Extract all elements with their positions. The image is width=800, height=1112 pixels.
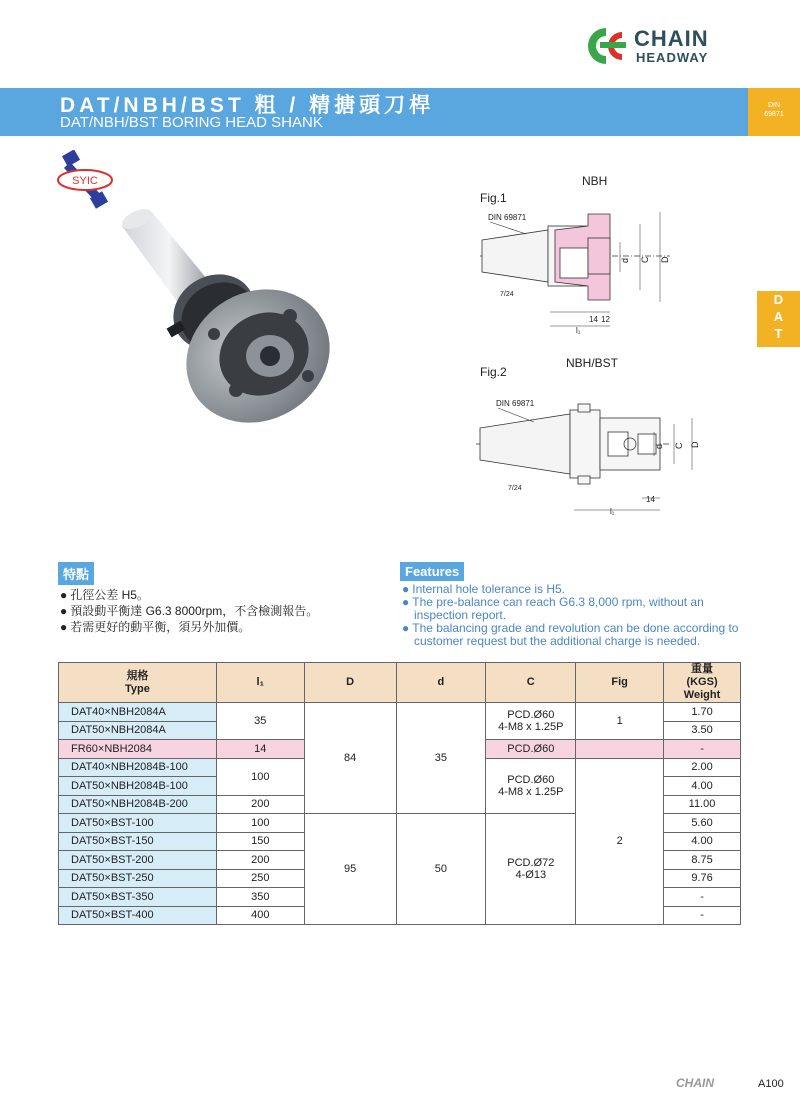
- table-cell: 95: [304, 814, 396, 925]
- table-cell: 350: [216, 888, 304, 907]
- features-en-item: ● The balancing grade and revolution can be done according to customer request but the additional charge is needed.: [402, 622, 742, 648]
- table-cell: 150: [216, 832, 304, 851]
- header-fig: Fig: [576, 663, 664, 703]
- table-cell: 35: [216, 703, 304, 740]
- fig1-standard: DIN 69871: [488, 213, 527, 222]
- features-zh-list: [60, 587, 318, 635]
- fig1-drawing: [470, 200, 680, 340]
- table-header-row: [59, 663, 741, 703]
- fig1-dim-d: d: [620, 257, 630, 263]
- table-cell: 400: [216, 906, 304, 925]
- header-l1: l₁: [216, 663, 304, 703]
- table-cell: DAT50×BST-150: [59, 832, 217, 851]
- table-cell: 1.70: [664, 703, 741, 722]
- table-cell: 9.76: [664, 869, 741, 888]
- table-cell: DAT50×BST-250: [59, 869, 217, 888]
- page-subtitle: DAT/NBH/BST BORING HEAD SHANK: [60, 114, 323, 131]
- table-cell: 1: [576, 703, 664, 740]
- fig2-dim-c: C: [674, 442, 684, 449]
- table-cell: PCD.Ø72 4-Ø13: [486, 814, 576, 925]
- header-d: d: [396, 663, 486, 703]
- footer-brand: CHAIN: [676, 1076, 714, 1090]
- fig1-dim-w2: 12: [601, 315, 610, 324]
- fig2-title: NBH/BST: [566, 356, 619, 370]
- table-cell: DAT40×NBH2084B-100: [59, 758, 217, 777]
- table-cell: 50: [396, 814, 486, 925]
- table-cell: 250: [216, 869, 304, 888]
- fig2-standard: DIN 69871: [496, 399, 535, 408]
- standard-badge-text: DIN 69871: [764, 102, 784, 118]
- features-zh-item: ● 若需更好的動平衡，須另外加價。: [60, 619, 318, 635]
- fig1-dim-c: C: [640, 256, 650, 263]
- features-en-heading: Features: [400, 562, 464, 581]
- table-cell: PCD.Ø60: [486, 740, 576, 759]
- features-en-list: [402, 583, 742, 648]
- table-cell: -: [664, 888, 741, 907]
- fig1-dim-l1: l₁: [576, 326, 581, 335]
- table-cell: [576, 740, 664, 759]
- table-cell: DAT40×NBH2084A: [59, 703, 217, 722]
- fig2-label: Fig.2: [480, 365, 507, 379]
- table-cell: 2: [576, 758, 664, 925]
- features-zh-heading: 特點: [58, 562, 94, 585]
- fig1-dim-D: D: [660, 256, 670, 263]
- table-cell: DAT50×BST-200: [59, 851, 217, 870]
- table-cell: 5.60: [664, 814, 741, 833]
- side-tab-letter: T: [774, 326, 783, 341]
- table-cell: DAT50×NBH2084B-200: [59, 795, 217, 814]
- fig2-taper: 7/24: [508, 485, 522, 492]
- table-cell: DAT50×NBH2084A: [59, 721, 217, 740]
- table-cell: DAT50×NBH2084B-100: [59, 777, 217, 796]
- fig1-title: NBH: [582, 174, 608, 188]
- table-cell: 200: [216, 851, 304, 870]
- syic-badge: [56, 150, 116, 212]
- features-en-item: ● Internal hole tolerance is H5.: [402, 583, 742, 596]
- logo-text-headway: HEADWAY: [636, 50, 709, 65]
- fig1-label: Fig.1: [480, 191, 507, 205]
- table-cell: 100: [216, 758, 304, 795]
- table-cell: 14: [216, 740, 304, 759]
- table-cell: 4.00: [664, 777, 741, 796]
- table-cell: 84: [304, 703, 396, 814]
- side-tab-dat: [757, 291, 800, 347]
- table-cell: DAT50×BST-400: [59, 906, 217, 925]
- header-C: C: [486, 663, 576, 703]
- fig2-dim-w1: 14: [646, 495, 655, 504]
- table-cell: PCD.Ø60 4-M8 x 1.25P: [486, 758, 576, 814]
- table-cell: -: [664, 906, 741, 925]
- features-zh-item: ● 孔徑公差 H5。: [60, 587, 318, 603]
- table-cell: FR60×NBH2084: [59, 740, 217, 759]
- header-type: 規格 Type: [59, 663, 217, 703]
- table-cell: DAT50×BST-350: [59, 888, 217, 907]
- fig2-dim-D: D: [690, 441, 700, 448]
- side-tab-letter: D: [773, 292, 784, 307]
- header-weight: 重量 (KGS) Weight: [664, 663, 741, 703]
- table-cell: 35: [396, 703, 486, 814]
- fig2-drawing: [470, 384, 700, 524]
- table-cell: PCD.Ø60 4-M8 x 1.25P: [486, 703, 576, 740]
- table-cell: 8.75: [664, 851, 741, 870]
- table-cell: 11.00: [664, 795, 741, 814]
- table-cell: 200: [216, 795, 304, 814]
- table-cell: 100: [216, 814, 304, 833]
- page-title: DAT/NBH/BST 粗 / 精搪頭刀桿: [60, 94, 435, 117]
- logo-text-chain: CHAIN: [634, 26, 709, 51]
- features-zh-item: ● 預設動平衡達 G6.3 8000rpm，不含檢測報告。: [60, 603, 318, 619]
- table-row: [59, 703, 741, 722]
- spec-table: [58, 662, 741, 925]
- table-cell: 2.00: [664, 758, 741, 777]
- fig2-dim-d: d: [654, 443, 664, 449]
- table-cell: 3.50: [664, 721, 741, 740]
- header-D: D: [304, 663, 396, 703]
- syic-badge-text: SYIC: [72, 175, 98, 187]
- fig2-dim-l1: l₁: [610, 507, 615, 516]
- product-photo: [108, 206, 340, 436]
- table-cell: -: [664, 740, 741, 759]
- features-en-item: ● The pre-balance can reach G6.3 8,000 rpm, without an inspection report.: [402, 596, 742, 622]
- page-number: A100: [758, 1078, 784, 1090]
- side-tab-letter: A: [773, 309, 784, 324]
- table-cell: DAT50×BST-100: [59, 814, 217, 833]
- fig1-taper: 7/24: [500, 291, 514, 298]
- table-cell: 4.00: [664, 832, 741, 851]
- fig1-dim-w1: 14: [589, 315, 598, 324]
